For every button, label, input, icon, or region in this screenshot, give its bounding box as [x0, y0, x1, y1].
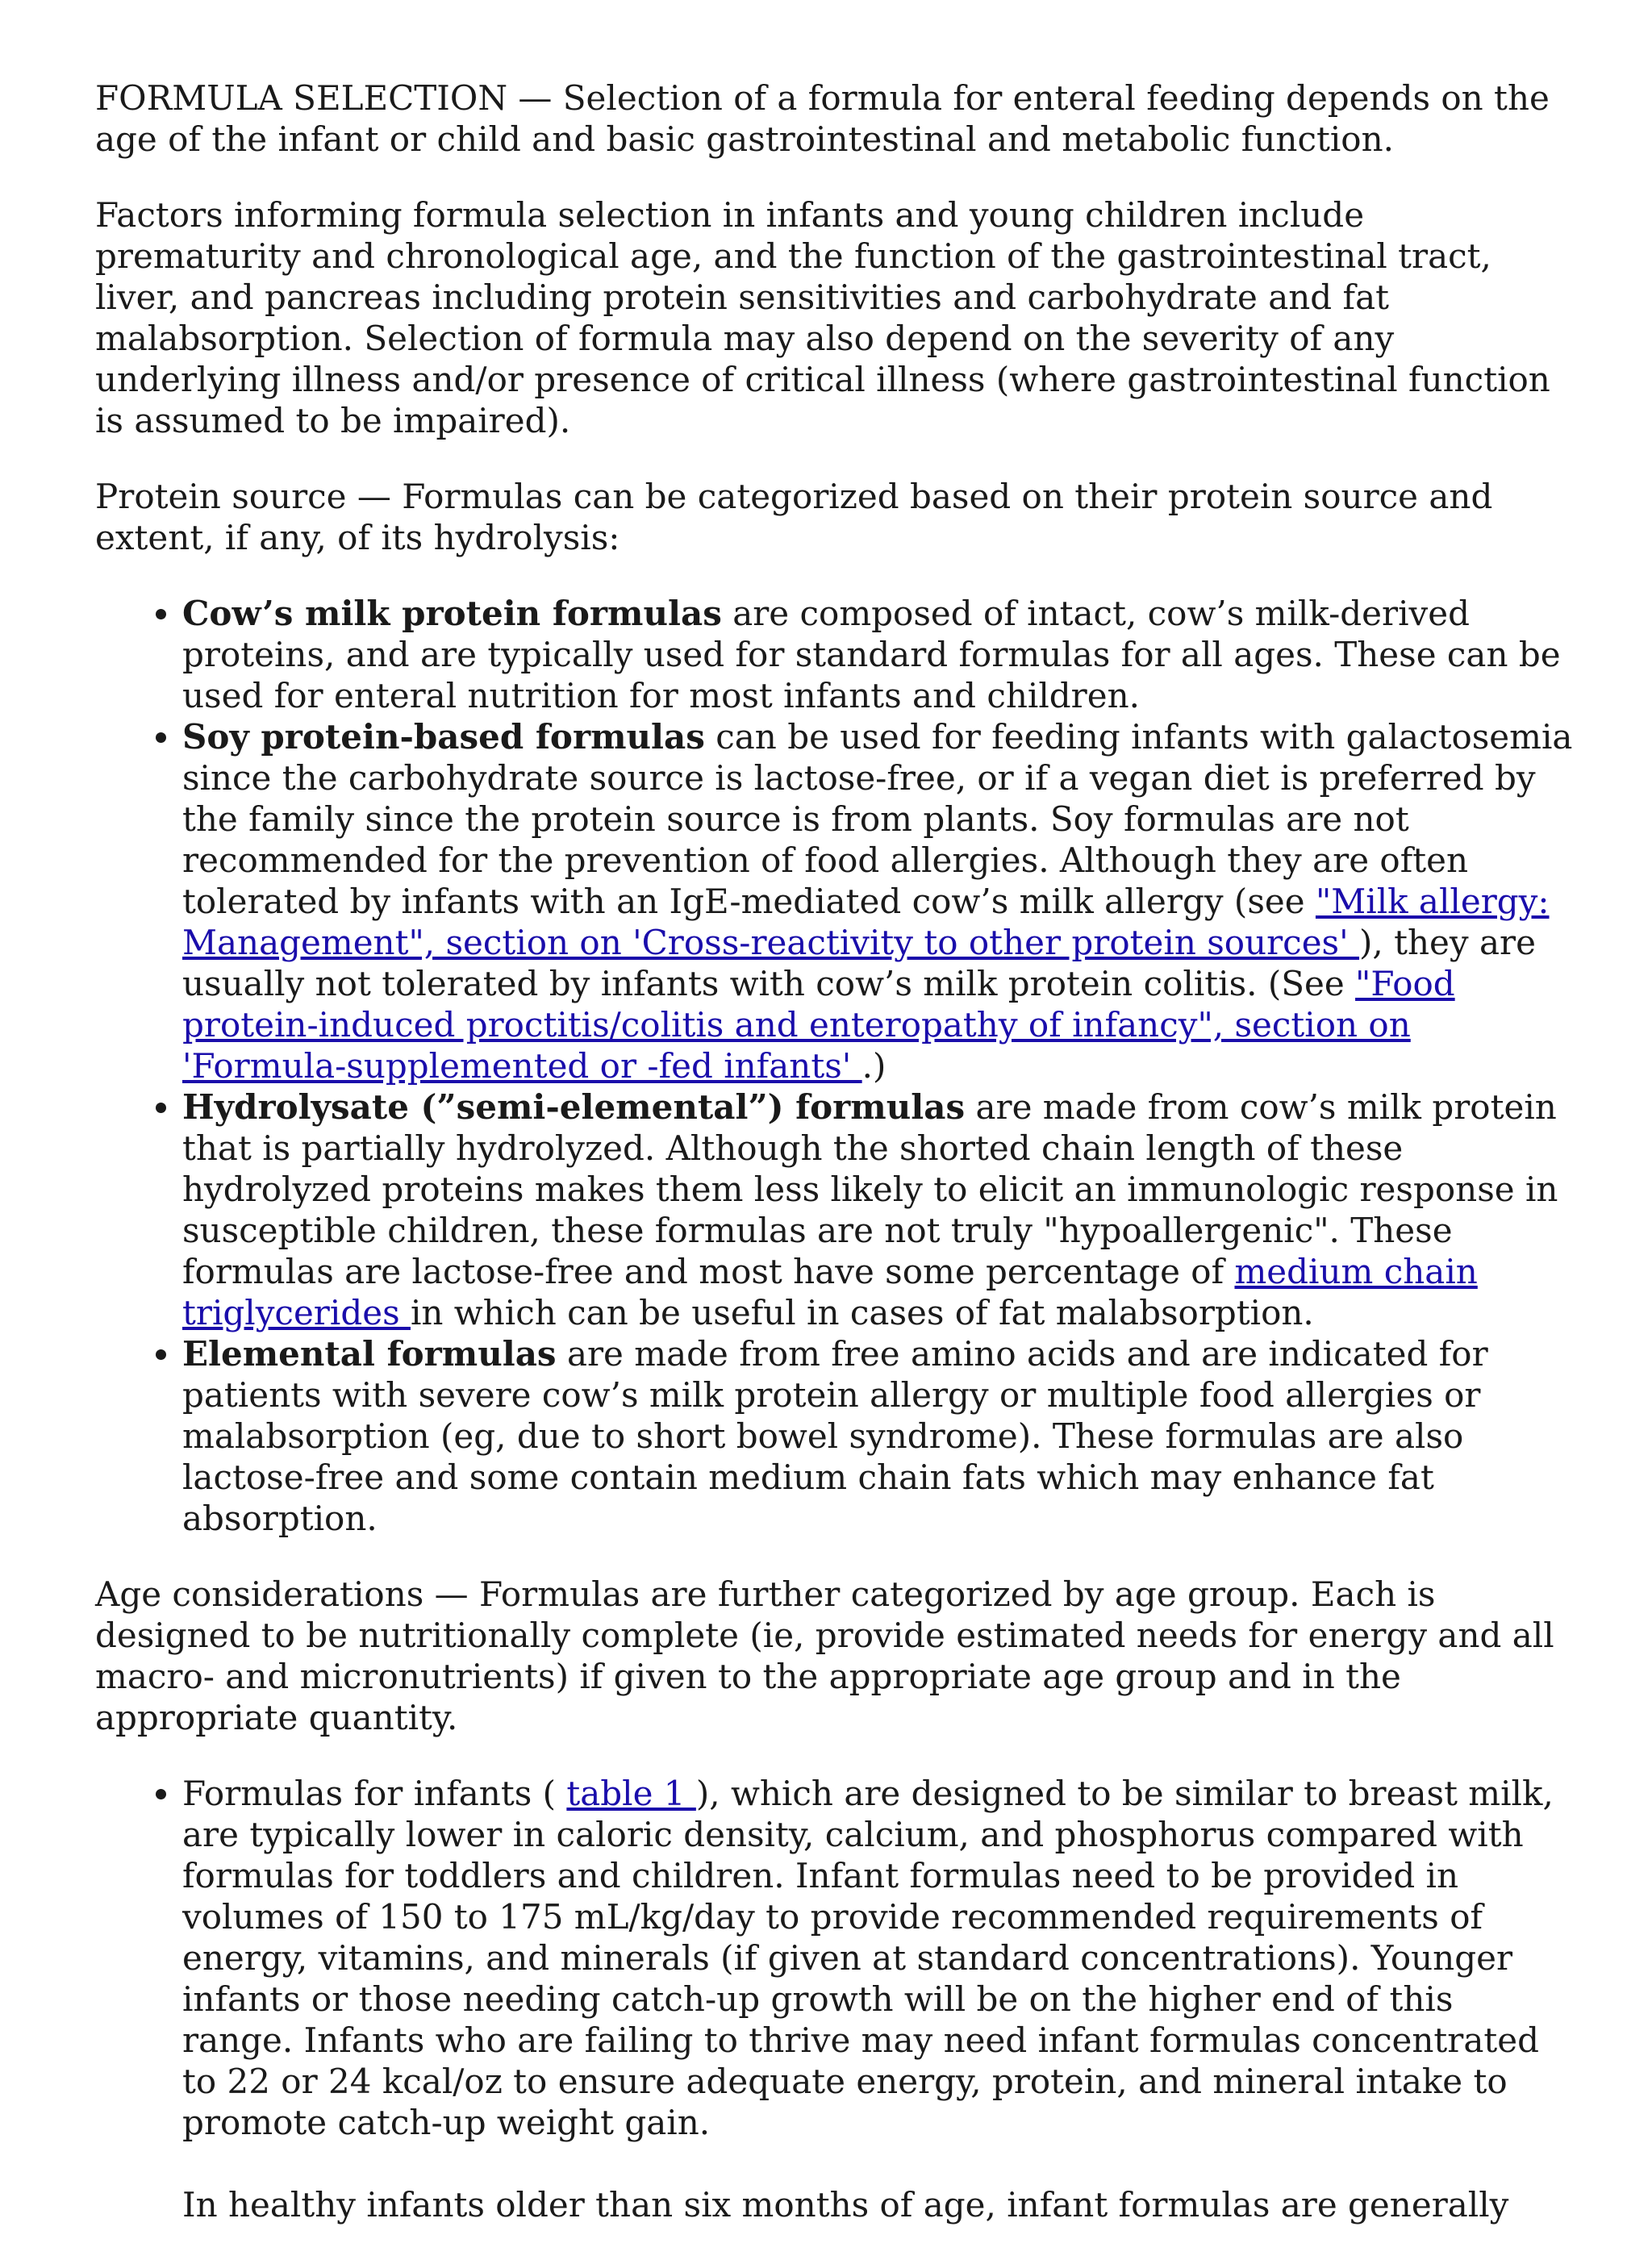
- document-body: [95, 77, 1573, 2260]
- list-item-hydrolysate: [182, 1086, 1573, 1333]
- formula-selection-heading: FORMULA SELECTION: [95, 78, 508, 118]
- protein-source-paragraph: [95, 476, 1573, 558]
- list-item-soy: [182, 716, 1573, 1086]
- soy-text-3: .): [861, 1046, 886, 1086]
- infants-text-1: Formulas for infants (: [182, 1774, 567, 1813]
- hydrolysate-text-2: in which can be useful in cases of fat malabsorption.: [410, 1293, 1314, 1332]
- elemental-term: Elemental formulas: [182, 1334, 557, 1374]
- list-item-infant-formulas: [182, 1773, 1573, 2225]
- elemental-text: are made from free amino acids and are indicated for patients with severe cow’s milk protein allergy or multiple food allergies or malabsorption (eg, due to short bowel syndrome). These formulas are also lactose-free and some contain medium chain fats which may enhance fat absorption.: [182, 1334, 1488, 1538]
- list-item-cows-milk: [182, 593, 1573, 716]
- milk-allergy-management-link[interactable]: "Milk allergy: Management", section on 'Cross-reactivity to other protein sources': [182, 882, 1550, 962]
- hydrolysate-text-1: are made from cow’s milk protein that is partially hydrolyzed. Although the shorted chain length of these hydrolyzed proteins makes them less likely to elicit an immunologic response in susceptible children, these formulas are not truly "hypoallergenic". These formulas are lactose-free and most have some percentage of: [182, 1087, 1558, 1291]
- protein-source-list: [95, 593, 1573, 1539]
- food-protein-proctitis-link[interactable]: "Food protein-induced proctitis/colitis and enteropathy of infancy", section on 'Formula-supplemented or -fed infants': [182, 964, 1455, 1086]
- soy-text-2: ), they are usually not tolerated by infants with cow’s milk protein colitis. (See: [182, 923, 1536, 1003]
- infants-continuation: In healthy infants older than six months of age, infant formulas are generally: [182, 2185, 1509, 2225]
- table-1-link[interactable]: table 1: [566, 1774, 696, 1813]
- soy-text-1: can be used for feeding infants with galactosemia since the carbohydrate source is lactose-free, or if a vegan diet is preferred by the family since the protein source is from plants. Soy formulas are not recommended for the prevention of food allergies. Although they are often tolerated by infants with an IgE-mediated cow’s milk allergy (see: [182, 717, 1573, 921]
- medium-chain-triglycerides-link[interactable]: medium chain triglycerides: [182, 1252, 1478, 1332]
- age-considerations-text: — Formulas are further categorized by age group. Each is designed to be nutritionally complete (ie, provide estimated needs for energy and all macro- and micronutrients) if given to the appropriate age group and in the appropriate quantity.: [95, 1574, 1554, 1737]
- hydrolysate-term: Hydrolysate (”semi-elemental”) formulas: [182, 1087, 966, 1127]
- cows-milk-text: are composed of intact, cow’s milk-derived proteins, and are typically used for standard formulas for all ages. These can be used for enteral nutrition for most infants and children.: [182, 594, 1561, 715]
- age-considerations-paragraph: [95, 1574, 1573, 1738]
- age-considerations-list: [95, 1773, 1573, 2225]
- infants-text-2: ), which are designed to be similar to breast milk, are typically lower in caloric density, calcium, and phosphorus compared with formulas for toddlers and children. Infant formulas need to be provided in volumes of 150 to 175 mL/kg/day to provide recommended requirements of energy, vitamins, and minerals (if given at standard concentrations). Younger infants or those needing catch-up growth will be on the higher end of this range. Infants who are failing to thrive may need infant formulas concentrated to 22 or 24 kcal/oz to ensure adequate energy, protein, and mineral intake to promote catch-up weight gain.: [182, 1774, 1554, 2142]
- protein-source-heading: Protein source: [95, 477, 347, 516]
- formula-selection-paragraph: [95, 77, 1573, 160]
- protein-source-text: — Formulas can be categorized based on their protein source and extent, if any, of its hydrolysis:: [95, 477, 1493, 557]
- factors-paragraph: Factors informing formula selection in infants and young children include prematurity and chronological age, and the function of the gastrointestinal tract, liver, and pancreas including protein sensitivities and carbohydrate and fat malabsorption. Selection of formula may also depend on the severity of any underlying illness and/or presence of critical illness (where gastrointestinal function is assumed to be impaired).: [95, 195, 1550, 440]
- soy-term: Soy protein-based formulas: [182, 717, 705, 757]
- list-item-elemental: [182, 1333, 1573, 1539]
- cows-milk-term: Cow’s milk protein formulas: [182, 594, 722, 633]
- age-considerations-heading: Age considerations: [95, 1574, 424, 1614]
- formula-selection-text: — Selection of a formula for enteral feeding depends on the age of the infant or child and basic gastrointestinal and metabolic function.: [95, 78, 1550, 159]
